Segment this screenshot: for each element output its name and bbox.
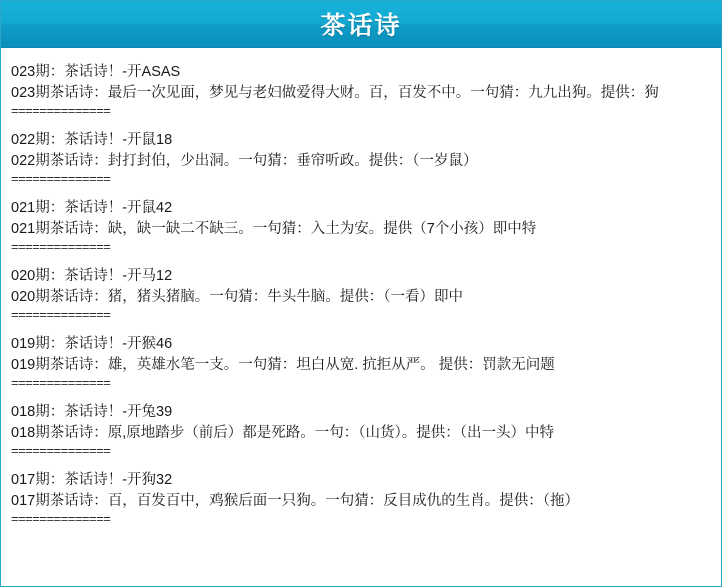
entry-body: 020期茶话诗：猪，猪头猪脑。一句猜：牛头牛脑。提供：（一看）即中 [11, 289, 463, 305]
entry-separator: ============== [11, 239, 111, 254]
entry-title: 019期：茶话诗！-开猴46 [11, 336, 173, 352]
entry-title: 017期：茶话诗！-开狗32 [11, 472, 173, 488]
entry-separator: ============== [11, 375, 111, 390]
entry-title: 023期：茶话诗！-开ASAS [11, 64, 181, 80]
entry-title: 018期：茶话诗！-开兔39 [11, 404, 173, 420]
list-item [11, 334, 711, 391]
list-item [11, 62, 711, 119]
entry-separator: ============== [11, 443, 111, 458]
entry-title: 021期：茶话诗！-开鼠42 [11, 200, 173, 216]
page-header [1, 1, 721, 48]
list-item [11, 470, 711, 527]
page-title: 茶话诗 [320, 12, 402, 40]
list-item [11, 402, 711, 459]
entry-body: 017期茶话诗：百，百发百中，鸡猴后面一只狗。一句猜：反目成仇的生肖。提供：（拖） [11, 493, 579, 509]
entry-body: 018期茶话诗：原,原地踏步（前后）都是死路。一句：（山货）。提供：（出一头）中特 [11, 425, 554, 441]
entry-body: 021期茶话诗：缺，缺一缺二不缺三。一句猜：入土为安。提供（7个小孩）即中特 [11, 221, 537, 237]
entry-separator: ============== [11, 307, 111, 322]
list-item [11, 198, 711, 255]
entry-title: 020期：茶话诗！-开马12 [11, 268, 173, 284]
article-content [1, 48, 721, 587]
list-item [11, 266, 711, 323]
entry-title: 022期：茶话诗！-开鼠18 [11, 132, 173, 148]
entry-body: 019期茶话诗：雄，英雄水笔一支。一句猜：坦白从宽. 抗拒从严。 提供：罚款无问题 [11, 357, 555, 373]
entry-separator: ============== [11, 511, 111, 526]
entry-body: 023期茶话诗：最后一次见面，梦见与老妇做爱得大财。百，百发不中。一句猜：九九出狗。提供：狗 [11, 85, 659, 101]
entry-separator: ============== [11, 103, 111, 118]
list-item [11, 130, 711, 187]
entry-separator: ============== [11, 171, 111, 186]
entry-body: 022期茶话诗：封打封伯，少出洞。一句猜：垂帘听政。提供：（一岁鼠） [11, 153, 478, 169]
